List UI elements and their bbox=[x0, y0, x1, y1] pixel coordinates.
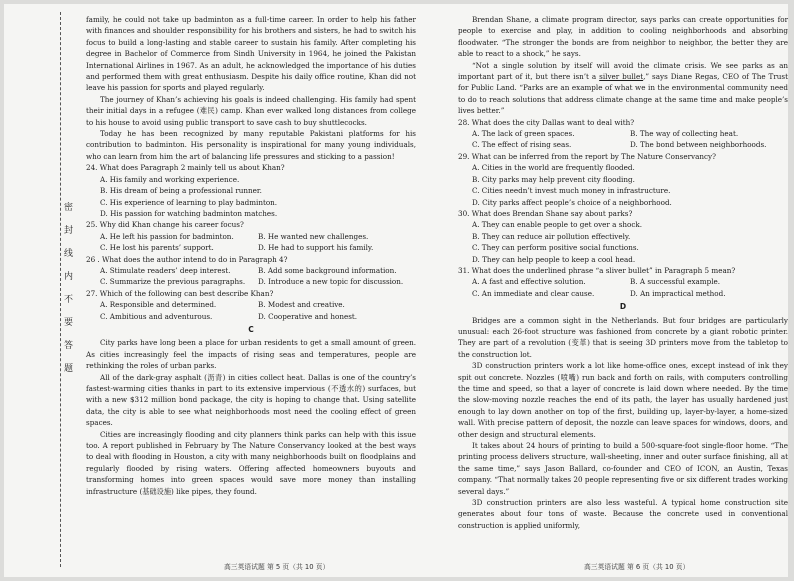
paragraph: 3D construction printers are also less wasteful. A typical home construction site generates about four tons of waste. Because the concrete used in conventional construction is applied uniformly, bbox=[458, 498, 788, 530]
seal-char: 线 bbox=[64, 249, 74, 259]
question-stem: 26 . What does the author intend to do in Paragraph 4? bbox=[86, 254, 288, 264]
question-stem: 25. Why did Khan change his career focus? bbox=[86, 220, 244, 230]
question-29 bbox=[458, 151, 788, 208]
seal-char: 密 bbox=[64, 203, 74, 213]
option: D. He had to support his family. bbox=[258, 243, 374, 253]
option-row bbox=[86, 276, 416, 287]
seal-char: 不 bbox=[64, 295, 74, 305]
question-30 bbox=[458, 208, 788, 265]
option: D. An impractical method. bbox=[630, 288, 726, 298]
paragraph bbox=[458, 60, 788, 117]
paragraph: The journey of Khan’s achieving his goals is indeed challenging. His family had spent their initial days in a refugee (难民) camp. Khan ever walked long distances from college to his house to avoid using public transport to save cash to buy shuttlecocks. bbox=[86, 94, 416, 127]
question-stem: 31. What does the underlined phrase “a sliver bullet” in Paragraph 5 mean? bbox=[458, 265, 736, 275]
option: D. They can help people to keep a cool head. bbox=[472, 254, 636, 264]
text-run: “Not a single solution by itself will avoid the climate crisis. We see parks as an important part of it, but there isn’t a bbox=[458, 60, 788, 82]
option-row bbox=[458, 128, 788, 139]
paragraph: City parks have long been a place for urban residents to get a small amount of green. As cities increasingly feel the impacts of rising seas and temperatures, people are rethinking the roles of urban parks. bbox=[86, 338, 416, 371]
option: A. Cities in the world are frequently flooded. bbox=[472, 163, 635, 173]
left-column bbox=[86, 14, 416, 497]
question-27 bbox=[86, 288, 416, 322]
option: C. Cities needn’t invest much money in infrastructure. bbox=[472, 186, 671, 196]
option: B. Add some background information. bbox=[258, 265, 397, 275]
option: D. Introduce a new topic for discussion. bbox=[258, 277, 404, 287]
option: C. Summarize the previous paragraphs. bbox=[100, 277, 246, 287]
option: C. They can perform positive social functions. bbox=[472, 243, 639, 253]
option: A. He left his passion for badminton. bbox=[100, 231, 234, 241]
section-heading: C bbox=[248, 324, 254, 334]
question-stem: 27. Which of the following can best describe Khan? bbox=[86, 288, 274, 298]
option: D. His passion for watching badminton matches. bbox=[100, 208, 278, 218]
seal-char: 题 bbox=[64, 364, 74, 374]
option-row bbox=[86, 242, 416, 253]
question-24 bbox=[86, 162, 416, 219]
underlined-phrase: silver bullet bbox=[599, 72, 644, 82]
paragraph: family, he could not take up badminton as a full-time career. In order to help his father with finances and shoulder responsibility for his brothers and sisters, he had to switch his focus to build a long-lasting and stable career to sustain his family. After completing his degree in Bachelor of Commerce from Sindh University in 1964, he joined the Pakistan International Airlines in 1967. As an adult, he acknowledged the importance of his duties and performed them with great enthusiasm. Despite his daily office routine, Khan did not leave his passion for sports and played regularly. bbox=[86, 15, 416, 93]
option: B. They can reduce air pollution effectively. bbox=[472, 231, 631, 241]
option: B. Modest and creative. bbox=[258, 300, 345, 310]
question-31 bbox=[458, 265, 788, 299]
option: A. Responsible and determined. bbox=[100, 300, 217, 310]
option-row bbox=[86, 311, 416, 322]
option-row bbox=[86, 299, 416, 310]
seal-warning-text bbox=[64, 204, 73, 374]
page-footer-right: 高三英语试题 第 6 页（共 10 页） bbox=[584, 563, 690, 571]
seal-dashed-line bbox=[60, 12, 61, 567]
question-stem: 30. What does Brendan Shane say about parks? bbox=[458, 208, 633, 218]
option: B. City parks may help prevent city flooding. bbox=[472, 174, 635, 184]
paragraph: 3D construction printers work a lot like home-office ones, except instead of ink they spit out concrete. Nozzles (喷嘴) run back and forth on rails, with computers controlling the time and speed, so that a layer of concrete is laid down where needed. By the time the slow-moving nozzle reaches the end of its path, the layer has usually hardened just enough to lay down another on top of the first, building up, layer-by-layer, a home-sized wall. With precise pattern of deposit, the nozzle can leave spaces for windows, doors, and other design and structural elements. bbox=[458, 361, 788, 439]
option: B. His dream of being a professional runner. bbox=[100, 186, 262, 196]
paragraph: Bridges are a common sight in the Netherlands. But four bridges are particularly unusual: each 26-foot structure was fashioned from concrete by a giant robotic printer. They are part of a revolution (变革) that is seeing 3D printers move from the tabletop to the construction lot. bbox=[458, 315, 788, 359]
option: B. He wanted new challenges. bbox=[258, 231, 369, 241]
paragraph: Brendan Shane, a climate program director, says parks can create opportunities for people to exercise and play, in addition to cooling neighborhoods and absorbing floodwater. “The stronger the bonds are from neighbor to neighbor, the better they are able to react to a shock,” he says. bbox=[458, 15, 788, 59]
option: B. A successful example. bbox=[630, 277, 721, 287]
text-run: ,” says Diane Regas, CEO of The Trust for Public Land. “Parks are an example of what we in the environmental community need to do to reach solutions that address climate change at the same time and make people’s lives better.” bbox=[458, 72, 788, 116]
option: A. They can enable people to get over a shock. bbox=[472, 220, 643, 230]
option: C. He lost his parents’ support. bbox=[100, 243, 214, 253]
question-stem: 28. What does the city Dallas want to deal with? bbox=[458, 117, 635, 127]
option: C. An immediate and clear cause. bbox=[472, 288, 595, 298]
option-row bbox=[458, 139, 788, 150]
seal-margin bbox=[4, 4, 80, 577]
question-stem: 24. What does Paragraph 2 mainly tell us about Khan? bbox=[86, 163, 285, 173]
option: C. Ambitious and adventurous. bbox=[100, 311, 213, 321]
option-row bbox=[86, 265, 416, 276]
question-25 bbox=[86, 219, 416, 253]
paragraph: Cities are increasingly flooding and city planners think parks can help with this issue too. A report published in February by The Nature Conservancy looked at the best ways to deal with flooding in Houston, a city with many neighborhoods built on floodplains and regularly flooded by rising waters. Offering affected homeowners buyouts and transforming homes into green spaces would save more money than installing infrastructure (基础设施) like pipes, they found. bbox=[86, 429, 416, 496]
question-stem: 29. What can be inferred from the report by The Nature Conservancy? bbox=[458, 151, 716, 161]
paragraph: All of the dark-gray asphalt (沥青) in cities collect heat. Dallas is one of the country’s fastest-warming cities thanks in part to its extensive impervious (不透水的) surfaces, but with a new $312 million bond package, the city is hoping to change that. Using satellite data, the city is able to see what neighborhoods most need the cooling effect of green spaces. bbox=[86, 372, 416, 428]
option: B. The way of collecting heat. bbox=[630, 129, 739, 139]
question-26 bbox=[86, 254, 416, 288]
option: A. A fast and effective solution. bbox=[472, 277, 586, 287]
option-row bbox=[86, 231, 416, 242]
seal-char: 答 bbox=[64, 341, 74, 351]
seal-char: 封 bbox=[64, 226, 74, 236]
page-footer-left: 高三英语试题 第 5 页（共 10 页） bbox=[224, 563, 330, 571]
exam-sheet bbox=[4, 4, 788, 577]
section-heading: D bbox=[619, 302, 627, 312]
option-row bbox=[458, 288, 788, 299]
option: A. His family and working experience. bbox=[100, 174, 240, 184]
option: D. City parks affect people’s choice of a neighborhood. bbox=[472, 197, 672, 207]
option: A. Stimulate readers’ deep interest. bbox=[100, 265, 231, 275]
option: D. The bond between neighborhoods. bbox=[630, 140, 767, 150]
seal-char: 内 bbox=[64, 272, 74, 282]
paragraph: Today he has been recognized by many reputable Pakistani platforms for his contribution to badminton. His personality is inspirational for many young individuals, who can learn from him the art of balancing life pressures and sticking to a passion! bbox=[86, 129, 416, 161]
paragraph: It takes about 24 hours of printing to build a 500-square-foot single-floor home. “The printing process delivers structure, wall-sheeting, inner and outer surface finishing, all at the same time,” says Jason Ballard, co-founder and CEO of ICON, an Austin, Texas company. “That normally takes 20 people representing five or six different trades working several days.” bbox=[458, 441, 788, 496]
option: D. Cooperative and honest. bbox=[258, 311, 358, 321]
option-row bbox=[458, 276, 788, 287]
option: A. The lack of green spaces. bbox=[472, 129, 575, 139]
option: C. The effect of rising seas. bbox=[472, 140, 572, 150]
seal-char: 要 bbox=[64, 318, 74, 328]
right-column bbox=[458, 14, 788, 531]
question-28 bbox=[458, 117, 788, 151]
option: C. His experience of learning to play badminton. bbox=[100, 197, 278, 207]
